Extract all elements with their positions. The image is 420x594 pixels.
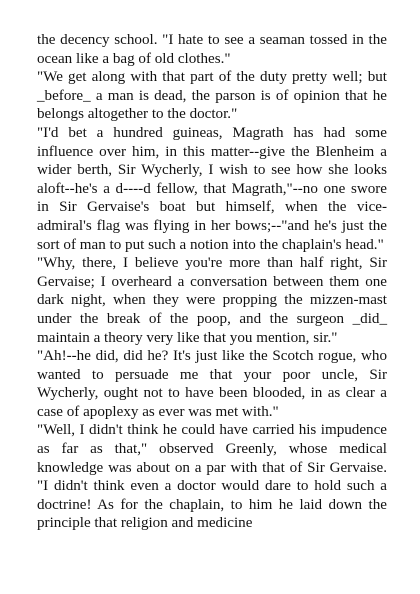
paragraph-5: "Ah!--he did, did he? It's just like the Scotch rogue, who wanted to persuade me that your poor uncle, Sir Wycherly, ought not to have been blooded, in as clear a case of apoplexy as ever was met with." [37, 348, 387, 420]
document-page [37, 31, 387, 533]
paragraph-1: the decency school. "I hate to see a seaman tossed in the ocean like a bag of old clothes." [37, 32, 387, 67]
paragraph-2: "We get along with that part of the duty pretty well; but _before_ a man is dead, the parson is of opinion that he belongs altogether to the doctor." [37, 69, 387, 123]
paragraph-4: "Why, there, I believe you're more than half right, Sir Gervaise; I overheard a conversation between them one dark night, when they were propping the mizzen-mast under the break of the poop, and the surgeon _did_ maintain a theory very like that you mention, sir." [37, 255, 387, 346]
paragraph-3: "I'd bet a hundred guineas, Magrath has had some influence over him, in this matter--give the Blenheim a wider berth, Sir Wycherly, I wish to see how she looks aloft--he's a d----d fellow, that Magrath,"--no one swore in Sir Gervaise's boat but himself, when the vice-admiral's flag was flying in her bows;--"and he's just the sort of man to put such a notion into the chaplain's head." [37, 124, 387, 253]
paragraph-6: "Well, I didn't think he could have carried his impudence as far as that," observed Greenly, whose medical knowledge was about on a par with that of Sir Gervaise. "I didn't think even a doctor would dare to hold such a doctrine! As for the chaplain, to him he laid down the principle that religion and medicine [37, 422, 387, 532]
